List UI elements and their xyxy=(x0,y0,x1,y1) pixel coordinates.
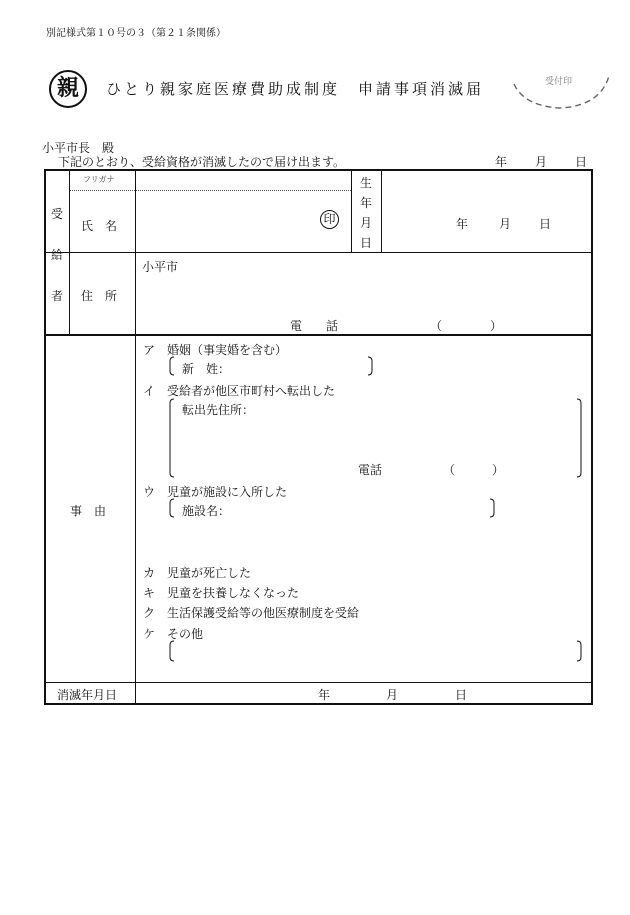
reason-i-phone-paren-open: （ xyxy=(443,463,456,477)
reason-ka-child-deceased[interactable]: カ 児童が死亡した xyxy=(143,566,252,580)
recipient-side-label-1: 受 xyxy=(51,207,64,221)
birth-label-4: 日 xyxy=(360,236,373,250)
bracket-right-icon xyxy=(367,356,373,376)
bracket-right-icon xyxy=(489,498,495,518)
extinction-day-label: 日 xyxy=(455,688,468,702)
reason-u-facility-name-label: 施設名： xyxy=(182,504,231,518)
reason-ki-no-longer-supporting[interactable]: キ 児童を扶養しなくなった xyxy=(143,586,300,600)
furigana-field[interactable] xyxy=(136,172,350,188)
name-field[interactable] xyxy=(136,192,318,250)
reason-a-marriage[interactable]: ア 婚姻（事実婚を含む） xyxy=(143,343,288,357)
extinction-date-label: 消滅年月日 xyxy=(57,688,118,702)
bracket-right-icon xyxy=(576,640,582,662)
seal-icon: 印 xyxy=(320,210,339,229)
reason-i-new-address-label: 転出先住所： xyxy=(182,403,255,417)
birth-day-label: 日 xyxy=(539,217,552,231)
address-phone-paren-close: ） xyxy=(490,319,503,333)
form-reference: 別記様式第１０号の３（第２１条関係） xyxy=(46,28,226,39)
extinction-month-label: 月 xyxy=(386,688,399,702)
oya-stamp-icon: 親 xyxy=(49,70,87,108)
other-reason-field[interactable] xyxy=(180,641,572,661)
reason-u-facility[interactable]: ウ 児童が施設に入所した xyxy=(143,485,288,499)
bracket-left-icon xyxy=(169,398,175,478)
submit-day-label: 日 xyxy=(575,155,588,169)
birth-date-field[interactable] xyxy=(382,171,590,251)
reason-i-phone-paren-close: ） xyxy=(492,463,505,477)
reason-ku-other-medical-system[interactable]: ク 生活保護受給等の他医療制度を受給 xyxy=(143,606,360,620)
address-phone-label: 電 話 xyxy=(290,319,339,333)
reason-i-moved-out[interactable]: イ 受給者が他区市町村へ転出した xyxy=(143,384,336,398)
reason-label: 事 由 xyxy=(70,504,107,518)
birth-year-label: 年 xyxy=(456,217,469,231)
bracket-right-icon xyxy=(576,398,582,478)
birth-label-2: 年 xyxy=(360,196,373,210)
form-title: ひとり親家庭医療費助成制度 申請事項消滅届 xyxy=(106,80,485,98)
furigana-divider xyxy=(70,190,351,191)
reason-ke-other[interactable]: ケ その他 xyxy=(143,627,204,641)
address-phone-paren-open: （ xyxy=(430,319,443,333)
statement-text: 下記のとおり、受給資格が消滅したので届け出ます。 xyxy=(58,155,346,169)
receipt-stamp-arc-icon xyxy=(508,62,612,114)
new-phone-field[interactable] xyxy=(456,459,490,476)
bracket-left-icon xyxy=(169,356,175,376)
new-surname-field[interactable] xyxy=(236,358,364,374)
reason-a-new-surname-label: 新 姓： xyxy=(182,362,231,376)
reason-i-phone-label: 電話 xyxy=(358,463,383,477)
new-address-field[interactable] xyxy=(182,418,572,456)
birth-month-label: 月 xyxy=(499,217,512,231)
submit-month-label: 月 xyxy=(535,155,548,169)
birth-label-1: 生 xyxy=(360,176,373,190)
address-city: 小平市 xyxy=(142,260,179,274)
extinction-year-label: 年 xyxy=(318,688,331,702)
address-label: 住 所 xyxy=(81,289,118,303)
recipient-side-label-2: 給 xyxy=(51,248,64,262)
birth-label-3: 月 xyxy=(360,216,373,230)
submit-year-label: 年 xyxy=(495,155,508,169)
bracket-left-icon xyxy=(169,640,175,662)
receipt-stamp-label: 受付印 xyxy=(545,77,573,87)
recipient-side-label-3: 者 xyxy=(51,289,64,303)
address-phone-field[interactable] xyxy=(442,315,488,332)
name-label: 氏 名 xyxy=(81,219,118,233)
address-field[interactable] xyxy=(136,274,590,312)
addressee: 小平市長 殿 xyxy=(42,141,115,155)
furigana-label: フリガナ xyxy=(83,175,115,184)
extinction-date-field[interactable] xyxy=(136,683,590,702)
bracket-left-icon xyxy=(169,498,175,518)
facility-name-field[interactable] xyxy=(236,500,486,516)
